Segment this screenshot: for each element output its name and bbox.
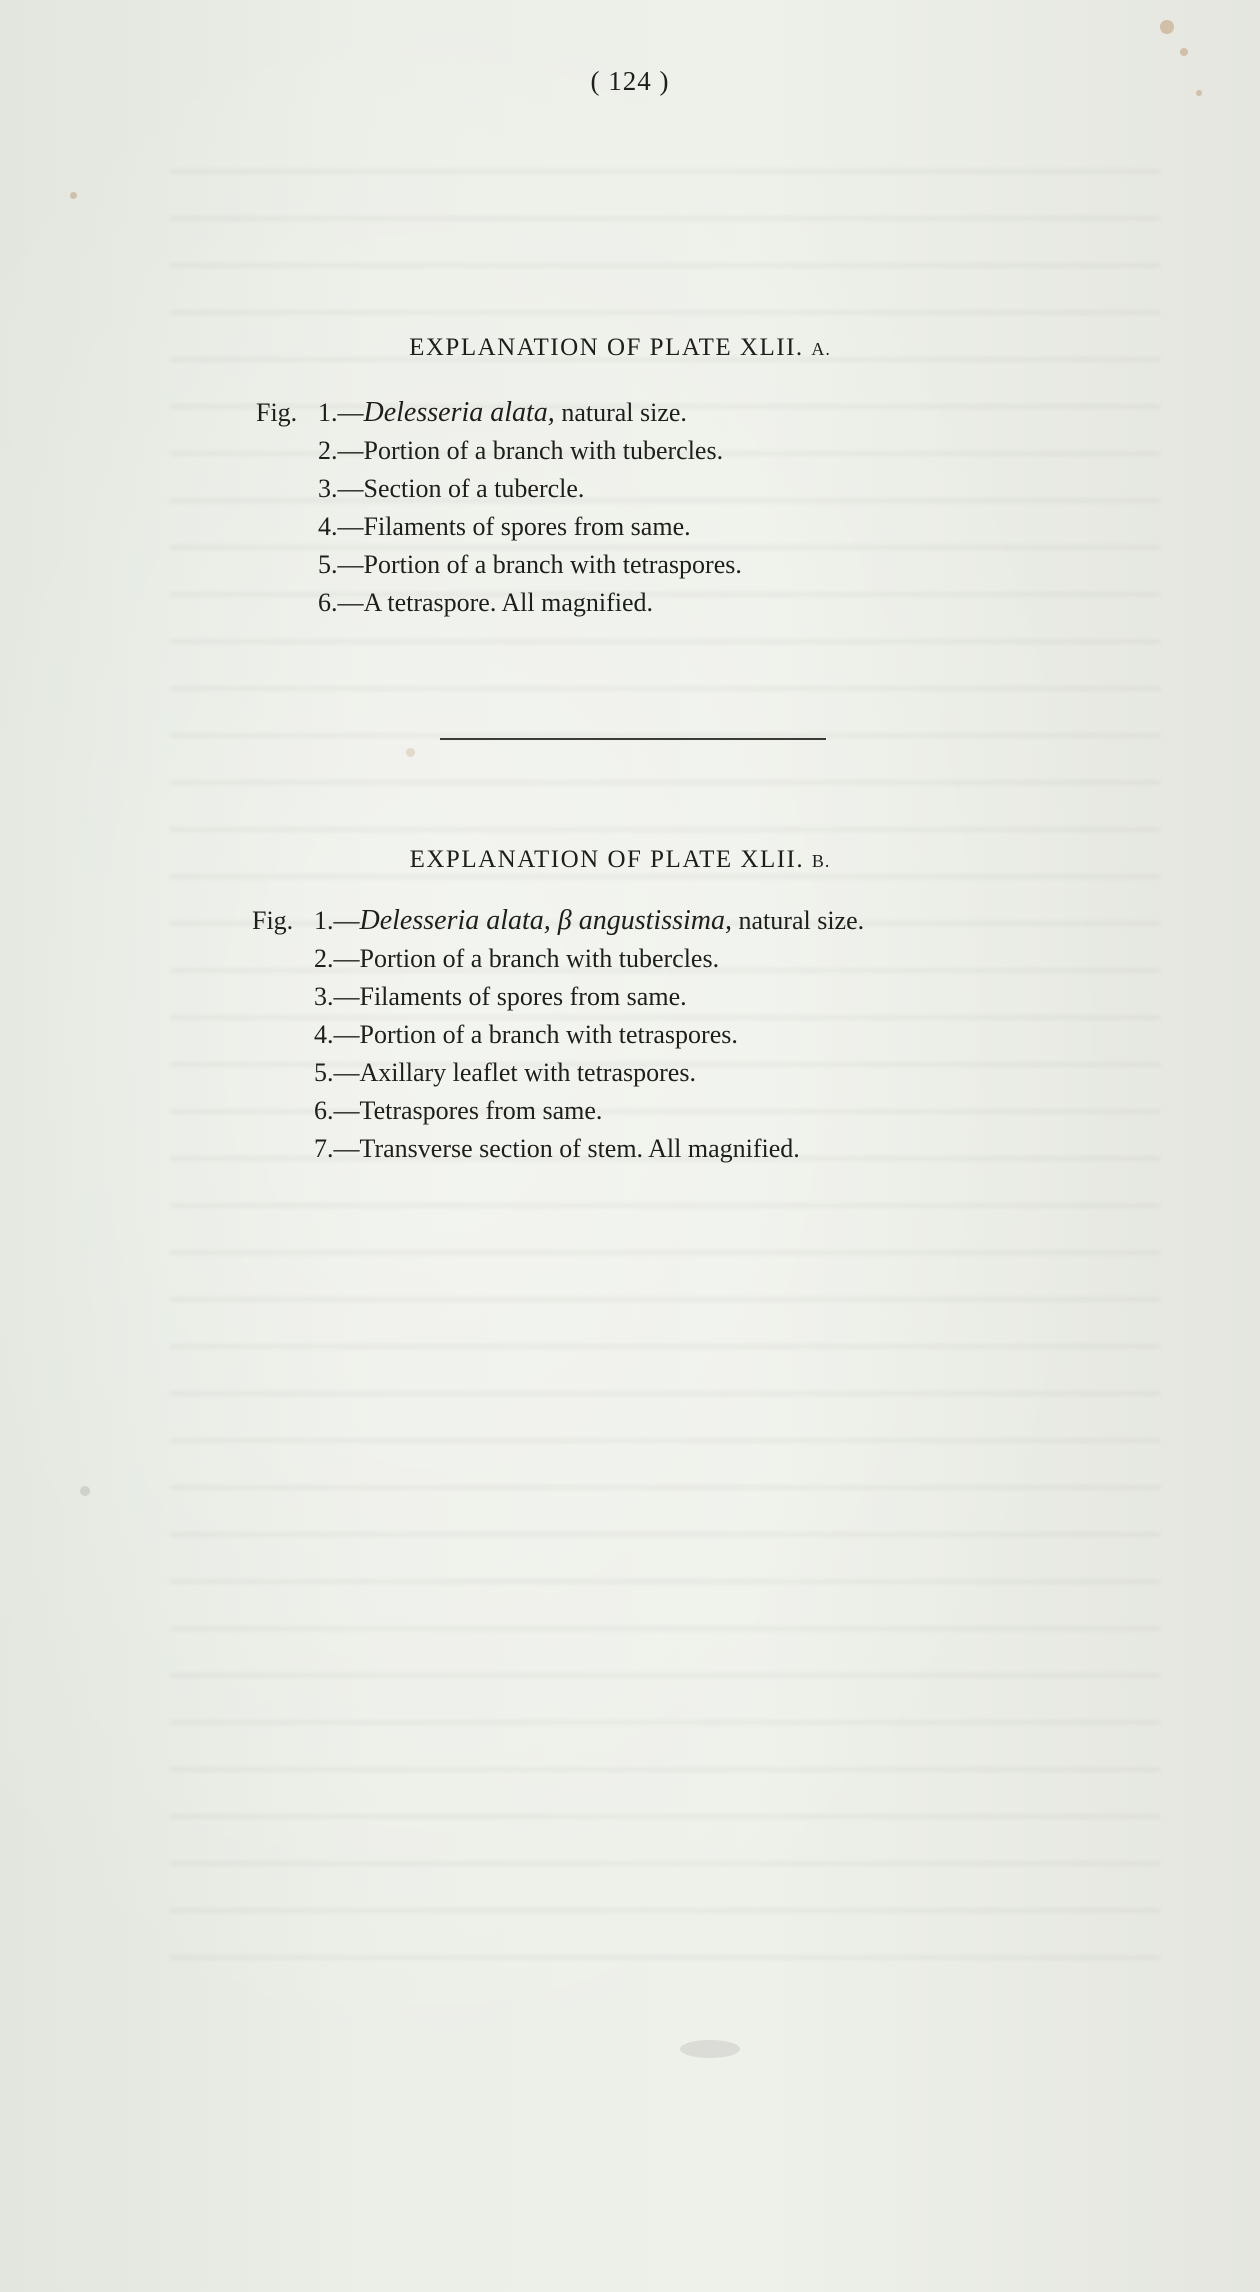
- figure-item: [252, 1016, 1260, 1054]
- figure-item: [256, 546, 1260, 584]
- foxing-spot: [1160, 20, 1174, 34]
- figure-item: [252, 1130, 1260, 1168]
- figure-description: natural size.: [554, 398, 687, 427]
- figure-description: Tetraspores from same.: [359, 1096, 603, 1125]
- figure-description: Axillary leaflet with tetraspores.: [359, 1058, 696, 1087]
- fig-label: Fig.: [252, 906, 294, 935]
- fig-number: 6.—: [318, 588, 364, 617]
- figure-description: Filaments of spores from same.: [359, 982, 687, 1011]
- figure-description: Portion of a branch with tetraspores.: [359, 1020, 738, 1049]
- plate-b-explanation: [0, 846, 1260, 1168]
- figure-description: A tetraspore. All magnified.: [363, 588, 654, 617]
- plate-b-figure-list: [252, 902, 1260, 1168]
- foxing-spot: [70, 192, 77, 199]
- figure-description: Portion of a branch with tubercles.: [359, 944, 720, 973]
- plate-b-title-suffix: B.: [811, 851, 831, 871]
- foxing-spot: [680, 2040, 740, 2058]
- figure-item: [256, 584, 1260, 622]
- page-number: ( 124 ): [590, 66, 670, 96]
- fig-number: 2.—: [318, 436, 364, 465]
- foxing-spot: [1180, 48, 1188, 56]
- plate-a-title: [0, 334, 1260, 362]
- plate-b-title-text: EXPLANATION OF PLATE XLII.: [409, 846, 805, 873]
- figure-item: [256, 508, 1260, 546]
- fig-label: Fig.: [256, 398, 298, 427]
- figure-description: Portion of a branch with tetraspores.: [363, 550, 742, 579]
- plate-a-figure-list: [256, 394, 1260, 622]
- section-divider: [440, 738, 826, 740]
- fig-number: 5.—: [318, 550, 364, 579]
- fig-number: 5.—: [314, 1058, 360, 1087]
- fig-number: 1.—: [318, 398, 364, 427]
- figure-description: Section of a tubercle.: [363, 474, 585, 503]
- plate-a-title-text: EXPLANATION OF PLATE XLII.: [409, 334, 804, 361]
- figure-item: [256, 394, 1260, 432]
- plate-a-title-suffix: A.: [811, 339, 831, 359]
- figure-description: Portion of a branch with tubercles.: [363, 436, 724, 465]
- fig-number: 3.—: [318, 474, 364, 503]
- species-name: Delesseria alata,: [363, 397, 555, 428]
- figure-item: [252, 1092, 1260, 1130]
- figure-item: [256, 432, 1260, 470]
- plate-a-explanation: [0, 334, 1260, 622]
- foxing-spot: [406, 748, 415, 757]
- fig-number: 1.—: [314, 906, 360, 935]
- figure-item: [256, 470, 1260, 508]
- fig-number: 3.—: [314, 982, 360, 1011]
- figure-item: [252, 978, 1260, 1016]
- figure-description: Transverse section of stem. All magnified.: [359, 1134, 800, 1163]
- figure-description: natural size.: [732, 906, 865, 935]
- fig-number: 7.—: [314, 1134, 360, 1163]
- figure-item: [252, 902, 1260, 940]
- fig-number: 4.—: [318, 512, 364, 541]
- figure-description: Filaments of spores from same.: [363, 512, 691, 541]
- fig-number: 2.—: [314, 944, 360, 973]
- figure-item: [252, 1054, 1260, 1092]
- foxing-spot: [80, 1486, 90, 1496]
- species-name: Delesseria alata, β angustissima,: [359, 905, 733, 936]
- plate-b-title: [0, 846, 1260, 874]
- figure-item: [252, 940, 1260, 978]
- fig-number: 6.—: [314, 1096, 360, 1125]
- fig-number: 4.—: [314, 1020, 360, 1049]
